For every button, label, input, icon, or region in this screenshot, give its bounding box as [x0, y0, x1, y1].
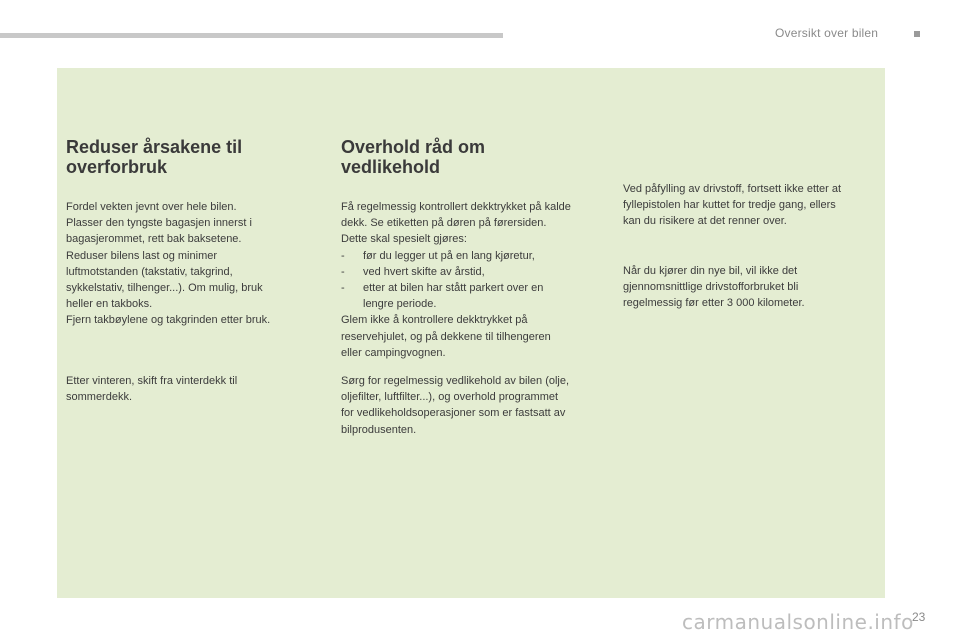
column-reduce-overconsumption [66, 137, 316, 329]
paragraph-weight-load: Fordel vekten jevnt over hele bilen. Plasser den tyngste bagasjen innerst i bagasjerommet, rett bak baksetene. Reduser bilens last og minimer luftmotstanden (takstativ, takgrind, sykkelstativ, tilhenger...). Om mulig, bruk heller en takboks. Fjern takbøylene og takgrinden etter bruk. [66, 201, 271, 327]
dash-bullet: - [341, 282, 345, 295]
paragraph-spare-wheel: Glem ikke å kontrollere dekktrykket på reservehjulet, og på dekkene til tilhengeren eller campingvognen. [341, 314, 551, 359]
watermark: carmanualsonline.info [682, 610, 914, 634]
heading-reduce-overconsumption: Reduser årsakene til overforbruk [66, 137, 243, 177]
tyre-check-list [341, 248, 606, 313]
list-item: - etter at bilen har stått parkert over en lengre periode. [341, 282, 544, 311]
column-fuel-tips [623, 181, 878, 230]
column1-paragraph-2 [66, 373, 316, 405]
paragraph-refuelling: Ved påfylling av drivstoff, fortsett ikke etter at fyllepistolen har kuttet for tredje gang, ellers kan du risikere at det renner over. [623, 183, 842, 228]
column3-paragraph-2 [623, 263, 878, 312]
header-rule [0, 33, 503, 38]
section-title: Oversikt over bilen [775, 26, 879, 40]
dash-bullet: - [341, 265, 345, 278]
list-item: - ved hvert skifte av årstid, [341, 264, 606, 280]
header-marker [914, 31, 920, 37]
column-maintenance [341, 137, 606, 361]
column2-paragraph-2 [341, 373, 606, 438]
paragraph-tyre-pressure: Få regelmessig kontrollert dekktrykket på kalde dekk. Se etiketten på døren på førersiden. Dette skal spesielt gjøres: [341, 201, 571, 246]
dash-bullet: - [341, 249, 345, 262]
page-number: 23 [912, 610, 926, 624]
paragraph-regular-maintenance: Sørg for regelmessig vedlikehold av bilen (olje, oljefilter, luftfilter...), og overhold programmet for vedlikeholdsoperasjoner som er fastsatt av bilprodusenten. [341, 375, 570, 436]
paragraph-winter-tyres: Etter vinteren, skift fra vinterdekk til sommerdekk. [66, 375, 238, 404]
list-item: - før du legger ut på en lang kjøretur, [341, 248, 606, 264]
paragraph-new-car-consumption: Når du kjører din nye bil, vil ikke det gjennomsnittlige drivstofforbruket bli regelmessig før etter 3 000 kilometer. [623, 265, 805, 310]
heading-maintenance: Overhold råd om vedlikehold [341, 137, 486, 177]
